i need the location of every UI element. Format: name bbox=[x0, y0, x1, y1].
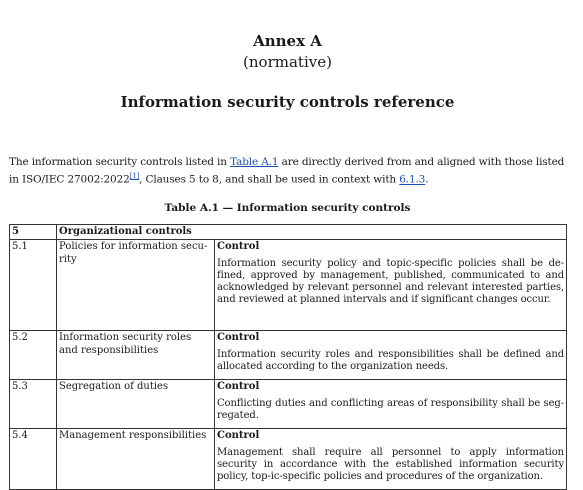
table-a1-link[interactable]: Table A.1 bbox=[230, 156, 279, 168]
controls-table bbox=[9, 224, 567, 490]
intro-paragraph bbox=[9, 155, 575, 187]
table-caption: Table A.1 — Information security controls bbox=[164, 202, 411, 214]
control-text: Conflicting duties and conflicting areas of responsibility shall be seg-regated. bbox=[217, 397, 564, 421]
control-number: 5.4 bbox=[10, 429, 57, 490]
control-number: 5.1 bbox=[10, 240, 57, 331]
control-label: Control bbox=[217, 241, 260, 253]
control-label: Control bbox=[217, 430, 260, 442]
control-name: Management responsibilities bbox=[57, 429, 215, 490]
table-row bbox=[10, 380, 567, 429]
clause-6-1-3-link[interactable]: 6.1.3 bbox=[399, 173, 426, 186]
annex-title: Annex A bbox=[253, 32, 322, 50]
control-number: 5.2 bbox=[10, 331, 57, 380]
control-text: Information security policy and topic-specific policies shall be de-fined, approved by management, published, communicated to and acknowledged by relevant personnel and relevant interested parties, and reviewed at planned intervals and if significant changes occur. bbox=[217, 257, 564, 306]
control-name: Information security roles and responsibilities bbox=[57, 331, 215, 380]
control-cell bbox=[215, 380, 567, 429]
control-cell bbox=[215, 429, 567, 490]
table-row bbox=[10, 240, 567, 331]
intro-text-4: . bbox=[425, 173, 429, 186]
control-number: 5.3 bbox=[10, 380, 57, 429]
intro-text-3: , Clauses 5 to 8, and shall be used in context with bbox=[139, 173, 400, 186]
header-number: 5 bbox=[10, 225, 57, 240]
control-label: Control bbox=[217, 381, 260, 393]
header-title: Organizational controls bbox=[57, 225, 567, 240]
control-text: Management shall require all personnel to apply information security in accordance with the established information security policy, top-ic-specific policies and procedures of the organization. bbox=[217, 446, 564, 483]
control-name: Segregation of duties bbox=[57, 380, 215, 429]
reference-1-link[interactable]: [1] bbox=[129, 172, 140, 180]
table-header-row bbox=[10, 225, 567, 240]
annex-heading: Information security controls reference bbox=[120, 93, 455, 111]
intro-text-1: The information security controls listed in bbox=[9, 156, 231, 168]
table-row bbox=[10, 429, 567, 490]
control-label: Control bbox=[217, 332, 260, 344]
table-row bbox=[10, 331, 567, 380]
annex-subtitle: (normative) bbox=[243, 53, 332, 71]
control-name: Policies for information secu-rity bbox=[57, 240, 215, 331]
control-text: Information security roles and responsibilities shall be defined and allocated according to the organization needs. bbox=[217, 348, 564, 372]
intro-text-2: are directly derived from and aligned with those listed in ISO/IEC 27002:2022 bbox=[9, 156, 565, 186]
control-cell bbox=[215, 240, 567, 331]
control-cell bbox=[215, 331, 567, 380]
